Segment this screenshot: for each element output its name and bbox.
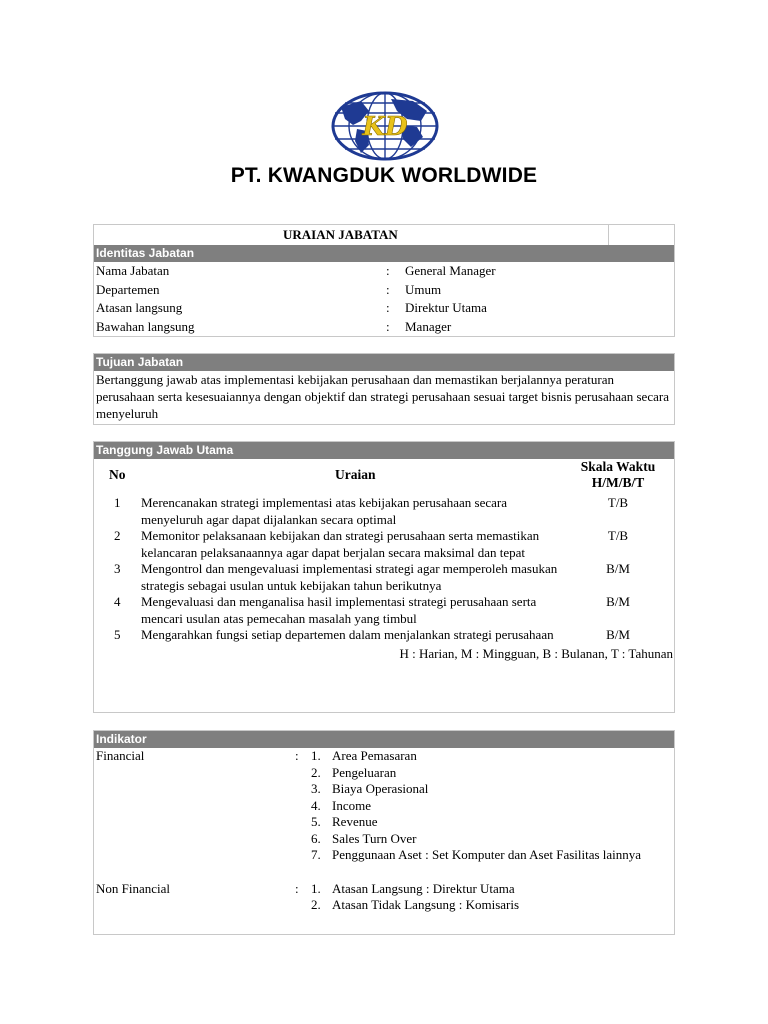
logo-monogram: KD — [362, 112, 408, 142]
list-item — [311, 847, 672, 864]
non-financial-list — [311, 881, 674, 914]
tujuan-section — [93, 353, 675, 425]
identitas-heading: Identitas Jabatan — [94, 245, 674, 262]
row-description: Mengontrol dan mengevaluasi implementasi strategi agar memperoleh masukan strategis sebagai usulan untuk kebijakan tahun berikutnya — [141, 561, 558, 593]
field-label: Nama Jabatan — [96, 263, 170, 278]
list-text: Atasan Langsung : Direktur Utama — [332, 880, 515, 896]
field-colon: : — [386, 318, 390, 334]
form-title: URAIAN JABATAN — [283, 227, 398, 242]
column-header-skala — [568, 459, 668, 491]
table-row — [94, 627, 674, 644]
non-financial-colon: : — [295, 880, 299, 896]
list-text: Atasan Tidak Langsung : Komisaris — [332, 897, 520, 912]
list-number: 3. — [311, 781, 321, 796]
table-row — [94, 495, 674, 528]
list-number: 1. — [311, 880, 321, 896]
list-item — [311, 814, 672, 831]
field-label: Departemen — [96, 281, 160, 297]
field-label: Atasan langsung — [96, 300, 183, 315]
row-skala: B/M — [606, 594, 630, 609]
identitas-section — [93, 224, 675, 337]
row-number: 3 — [114, 561, 121, 576]
financial-label: Financial — [96, 748, 145, 763]
table-row — [94, 561, 674, 594]
field-colon: : — [386, 263, 390, 278]
list-number: 1. — [311, 748, 321, 763]
identitas-row — [94, 299, 674, 318]
company-logo — [331, 91, 439, 161]
field-value: Umum — [405, 281, 442, 297]
indikator-heading: Indikator — [94, 731, 674, 748]
non-financial-label: Non Financial — [96, 880, 171, 896]
list-number: 5. — [311, 814, 321, 829]
table-header — [94, 459, 674, 495]
list-number: 4. — [311, 797, 321, 813]
list-item — [311, 781, 672, 798]
list-item — [311, 897, 672, 914]
list-item — [311, 831, 672, 848]
form-title-row — [94, 225, 674, 245]
row-skala: B/M — [606, 627, 630, 642]
list-text: Biaya Operasional — [332, 781, 429, 796]
row-skala: T/B — [607, 528, 629, 543]
financial-colon: : — [295, 748, 299, 763]
row-number: 4 — [114, 594, 121, 609]
row-description: Mengarahkan fungsi setiap departemen dalam menjalankan strategi perusahaan — [141, 627, 554, 642]
field-label: Bawahan langsung — [96, 318, 195, 334]
table-row — [94, 528, 674, 561]
financial-list — [311, 748, 674, 864]
field-colon: : — [386, 300, 390, 315]
row-number: 5 — [114, 627, 121, 642]
row-skala: B/M — [606, 561, 630, 576]
identitas-row — [94, 281, 674, 300]
field-value: Manager — [405, 318, 452, 334]
title-divider — [608, 225, 609, 245]
field-colon: : — [386, 281, 390, 297]
row-description: Memonitor pelaksanaan kebijakan dan strategi perusahaan serta memastikan kelancaran pelaksanaannya agar dapat berjalan secara maksimal dan tepat — [141, 528, 540, 560]
list-text: Sales Turn Over — [332, 830, 417, 846]
row-number: 2 — [114, 528, 121, 543]
skala-line-1: Skala Waktu — [580, 459, 656, 474]
field-value: Direktur Utama — [405, 300, 487, 315]
non-financial-row — [94, 881, 674, 914]
list-text: Revenue — [332, 814, 378, 829]
table-row — [94, 594, 674, 627]
skala-legend: H : Harian, M : Mingguan, B : Bulanan, T : Tahunan — [399, 645, 673, 661]
indikator-section — [93, 730, 675, 935]
list-text: Pengeluaran — [332, 764, 397, 780]
list-number: 6. — [311, 830, 321, 846]
column-header-no: No — [109, 467, 126, 482]
row-description: Merencanakan strategi implementasi atas kebijakan perusahaan secara menyeluruh agar dapat dijalankan secara optimal — [141, 495, 507, 527]
list-text: Income — [332, 797, 371, 813]
tanggung-jawab-heading: Tanggung Jawab Utama — [94, 442, 674, 459]
tujuan-heading: Tujuan Jabatan — [94, 354, 674, 371]
financial-row — [94, 748, 674, 864]
list-number: 2. — [311, 764, 321, 780]
row-description: Mengevaluasi dan menganalisa hasil implementasi strategi perusahaan serta mencari usulan atas pemecahan masalah yang timbul — [141, 594, 537, 626]
field-value: General Manager — [405, 263, 496, 278]
list-item — [311, 798, 672, 815]
list-number: 7. — [311, 847, 321, 862]
row-skala: T/B — [607, 495, 629, 510]
column-header-uraian: Uraian — [335, 467, 376, 482]
skala-line-2: H/M/B/T — [591, 475, 645, 490]
identitas-row — [94, 262, 674, 281]
row-number: 1 — [114, 495, 121, 510]
list-text: Penggunaan Aset : Set Komputer dan Aset Fasilitas lainnya — [332, 847, 642, 862]
company-name: PT. KWANGDUK WORLDWIDE — [230, 164, 538, 187]
list-item — [311, 748, 672, 765]
list-number: 2. — [311, 897, 321, 912]
list-item — [311, 881, 672, 898]
list-item — [311, 765, 672, 782]
tujuan-text: Bertanggung jawab atas implementasi kebijakan perusahaan dan memastikan berjalannya peraturan perusahaan serta kesesuaiannya dengan objektif dan strategi perusahaan sesuai target bisnis perusahaan secara menyeluruh — [96, 372, 669, 421]
list-text: Area Pemasaran — [332, 748, 417, 763]
tanggung-jawab-section — [93, 441, 675, 713]
identitas-row — [94, 318, 674, 337]
